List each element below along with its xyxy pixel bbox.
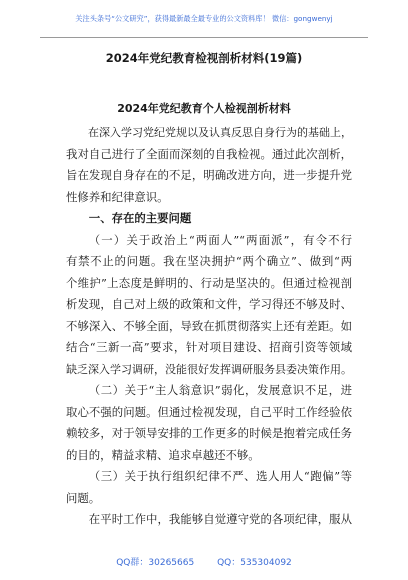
header-promo-note: 关注头条号“公文研究”，获得最新最全最专业的公文资料库！ 微信：gongwenyj [75,14,333,23]
body-line: 在深入学习党纪党规以及认真反思自身行为的基础上， [88,126,352,139]
body-line: 结合“三新一高”要求，针对项目建设、招商引资等领域 [66,340,352,354]
body-line: （三）关于执行组织纪律不严、选人用人“跑偏”等 [88,469,352,483]
body-line: （一）关于政治上“两面人”“两面派”，有令不行 [88,232,352,247]
footer-qq: QQ：535304092 [217,558,292,568]
footer-qq-group: QQ群：30265665 [116,558,195,568]
body-line: 性修养和纪律意识。 [66,189,169,204]
body-line: （二）关于“主人翁意识”弱化，发展意识不足，进 [88,383,352,397]
body-line: 旨在发现自身存在的不足，明确改进方向，进一步提升党 [66,168,352,182]
section-heading: 一、存在的主要问题 [88,211,192,225]
document-body [66,122,352,531]
body-line: 问题。 [66,490,101,505]
header-divider [40,37,368,38]
body-line: 不够深入、不够全面，导致在抓贯彻落实上还有差距。如 [66,318,352,333]
body-line: 我对自己进行了全面而深刻的自我检视。通过此次剖析， [66,146,352,161]
body-line: 析发现，自己对上级的政策和文件，学习得还不够及时、 [66,297,352,311]
document-title: 2024年党纪教育检视剖析材料(19篇) [105,51,303,65]
body-line: 个维护”上态度是鲜明的、行动是坚决的。但通过检视剖 [66,275,352,290]
body-line: 的目的，精益求精、追求卓越还不够。 [66,447,260,462]
body-line: 在平时工作中，我能够自觉遵守党的各项纪律，服从 [88,512,352,526]
body-line: 有禁不止的问题。我在坚决拥护“两个确立”、做到“两 [66,254,352,268]
footer-contact [0,555,408,568]
body-line: 缺乏深入学习调研，没能很好发挥调研服务县委决策作用。 [66,362,352,376]
body-line: 赖较多，对于领导安排的工作更多的时候是抱着完成任务 [66,426,352,440]
body-line: 取心不强的问题。但通过检视发现，自己平时工作经验依 [66,404,352,419]
document-subtitle: 2024年党纪教育个人检视剖析材料 [117,102,291,115]
